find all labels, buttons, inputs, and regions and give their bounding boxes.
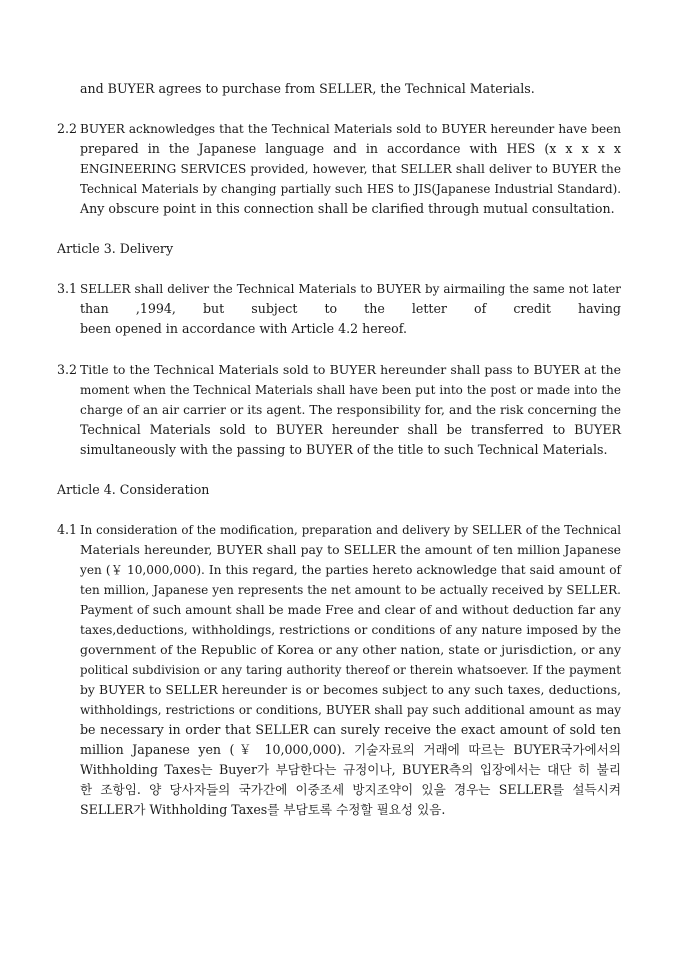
clause-number-2-2: 2.2 (57, 121, 78, 136)
clause-4-1-line: Payment of such amount shall be made Free and clear of and without deduction far any (80, 603, 621, 617)
clause-4-1-line: SELLER가 Withholding Taxes를 부담토록 수정할 필요성 있음. (80, 802, 446, 817)
clause-4-1-line: by BUYER to SELLER hereunder is or becomes subject to any such taxes, deductions, (80, 683, 621, 697)
clause-4-1-line: withholdings, restrictions or conditions, BUYER shall pay such additional amount as may (80, 703, 621, 717)
clause-3-2-line: moment when the Technical Materials shall have been put into the post or made into the (80, 383, 621, 397)
clause-2-2-line: ENGINEERING SERVICES provided, however, that SELLER shall deliver to BUYER the (80, 162, 621, 176)
intro-line: and BUYER agrees to purchase from SELLER, the Technical Materials. (80, 81, 535, 96)
clause-3-1-line: been opened in accordance with Article 4.2 hereof. (80, 321, 407, 336)
clause-3-2-line: simultaneously with the passing to BUYER of the title to such Technical Materials. (80, 442, 608, 457)
clause-2-2-line: Any obscure point in this connection shall be clarified through mutual consultation. (80, 201, 615, 216)
clause-3-2-line: Technical Materials sold to BUYER hereunder shall be transferred to BUYER (80, 422, 621, 437)
clause-3-1-line: SELLER shall deliver the Technical Materials to BUYER by airmailing the same not later (80, 282, 621, 296)
clause-number-3-1: 3.1 (57, 281, 78, 296)
clause-2-2-line: BUYER acknowledges that the Technical Materials sold to BUYER hereunder have been (80, 122, 621, 136)
clause-3-2-line: Title to the Technical Materials sold to BUYER hereunder shall pass to BUYER at the (80, 362, 621, 377)
clause-number-4-1: 4.1 (57, 522, 78, 537)
clause-2-2-line: prepared in the Japanese language and in accordance with HES (x x x x x (80, 141, 621, 156)
article-3-heading: Article 3. Delivery (57, 241, 174, 256)
clause-4-1-line: yen (￥ 10,000,000). In this regard, the parties hereto acknowledge that said amount of (80, 563, 621, 577)
clause-4-1-line: 한 조항임. 양 당사자들의 국가간에 이중조세 방지조약이 있을 경우는 SELLER를 설득시켜 (80, 782, 621, 797)
clause-4-1-line: taxes,deductions, withholdings, restrictions or conditions of any nature imposed by the (80, 623, 621, 637)
clause-4-1-line: be necessary in order that SELLER can surely receive the exact amount of sold ten (80, 722, 621, 737)
clause-4-1-line: political subdivision or any taring authority thereof or therein whatsoever. If the payment (80, 663, 621, 677)
clause-4-1-line: government of the Republic of Korea or any other nation, state or jurisdiction, or any (80, 642, 621, 657)
clause-2-2-line: Technical Materials by changing partially such HES to JIS(Japanese Industrial Standard). (80, 182, 621, 196)
clause-4-1-line: ten million, Japanese yen represents the net amount to be actually received by SELLER. (80, 583, 621, 597)
clause-4-1-line: In consideration of the modification, preparation and delivery by SELLER of the Technical (80, 523, 621, 537)
clause-4-1-line: million Japanese yen (￥ 10,000,000). 기술자료의 거래에 따르는 BUYER국가에서의 (80, 742, 621, 757)
article-4-heading: Article 4. Consideration (57, 482, 210, 497)
clause-3-1-line: than ,1994, but subject to the letter of credit having (80, 301, 621, 316)
clause-4-1-line: Materials hereunder, BUYER shall pay to SELLER the amount of ten million Japanese (80, 542, 621, 557)
clause-4-1-line: Withholding Taxes는 Buyer가 부담한다는 규정이나, BUYER측의 입장에서는 대단 히 불리 (80, 762, 621, 777)
clause-number-3-2: 3.2 (57, 362, 78, 377)
clause-3-2-line: charge of an air carrier or its agent. The responsibility for, and the risk concerning the (80, 403, 621, 417)
